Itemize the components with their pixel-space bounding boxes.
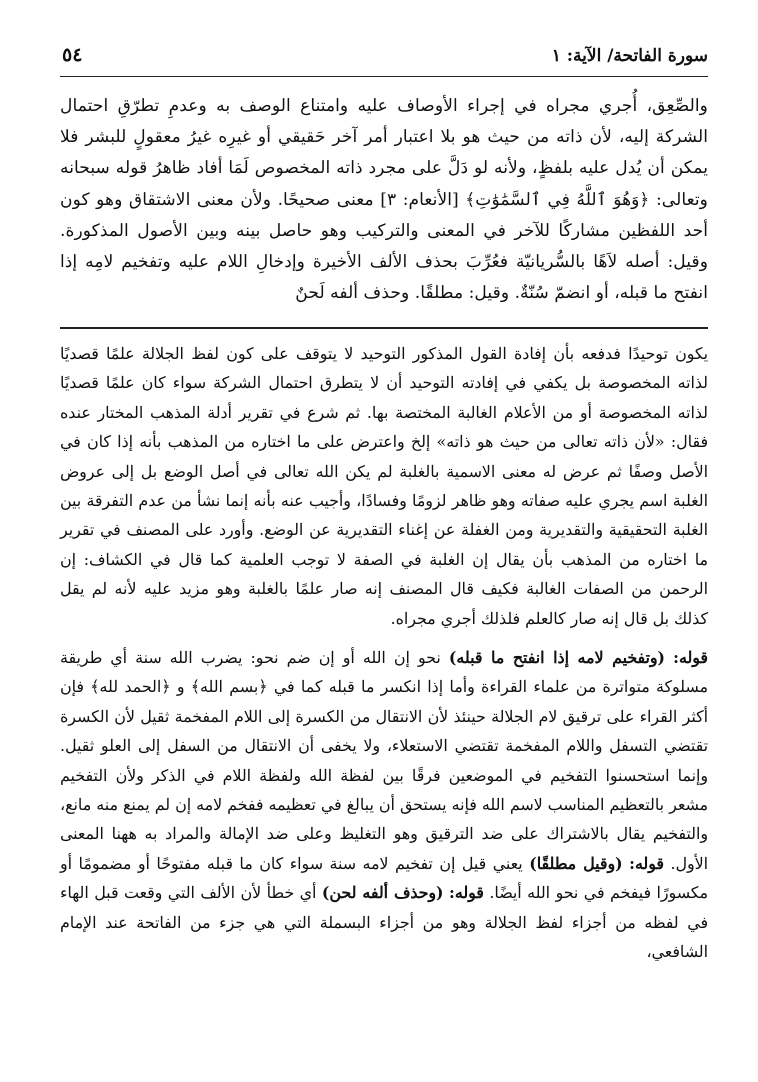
- lemma: (وقيل مطلقًا): [529, 853, 623, 873]
- commentary: [60, 339, 708, 967]
- commentary-quote: «لأن ذاته تعالى من حيث هو ذاته»: [436, 432, 665, 452]
- book-page: [60, 40, 708, 1050]
- quran-verse: ﴿وَهُوَ ٱللَّهُ فِي ٱلسَّمَٰوَٰتِ﴾: [465, 189, 650, 210]
- lemma: (وحذف ألفه لحن): [321, 883, 444, 903]
- commentary-text: إلخ واعترض على ما اختاره من المذهب بأنه إذا كان في الأصل وصفًا ثم عرض له معنى الاسمية بالغلبة لم يكن الله تعالى في أصل الوضع بل إلى عروض الغلبة اسم يجري عليه صفاته وهو ظاهر لزومًا وفسادًا، وأجيب عنه بأنه إنما نشأ من عدم التفرقة بين الغلبة التحقيقية والتقديرية ومن الغفلة عن إغناء التقديرية عن الوضع. وأورد على المصنف في تقرير ما اختاره من المذهب بأن يقال إن الغلبة في الصفة لا توجب العلمية كما قال في الكشاف: إن الرحمن من الصفات الغالبة فكيف قال المصنف إنه صار علمًا بالغلبة وهو مزيد عليه لأنه لم يقل كذلك بل قال إنه صار كالعلم فلذلك أجري مجراه.: [60, 432, 708, 628]
- running-title: سورة الفاتحة/ الآية: ١: [551, 46, 708, 66]
- page-number: ٥٤: [62, 44, 83, 66]
- commentary-paragraph-1: [60, 339, 708, 633]
- main-text-part2: [الأنعام: ٣] معنى صحيحًا. ولأن معنى الاشتقاق وهو كون أحد اللفظين مشاركًا للآخر في المعنى والتركيب وهو حاصل بينه وبين الأصول المذكورة. وقيل: أصله لاَهًا بالسُّريانيّة فعُرِّبَ بحذف الألف الأخيرة وإدخالِ اللام عليه وتفخيم لامِه إذا انفتح ما قبله، أو انضمّ سُنّةٌ. وقيل: مطلقًا. وحذف ألفه لَحنٌ: [60, 189, 708, 304]
- quran-verse: ﴿الحمد لله﴾: [90, 677, 171, 697]
- commentary-text: فإن أكثر القراء على ترقيق لام الجلالة حينئذ لأن الانتقال من الكسرة إلى اللام المفخمة ثقيل لأن الكسرة تقتضي التسفل واللام المفخمة تقتضي الاستعلاء، ولا يخفى أن الانتقال من السفل إلى العلو ثقيل. وإنما استحسنوا التفخيم في الموضعين فرقًا بين لفظة الله ولفظة اللام في الذكر ولأن التفخيم مشعر بالتعظيم المناسب لاسم الله فإنه يستحق أن يبالغ في تعظيمه ففخم لامه إن لم يمنع منه مانع، والتفخيم يقال بالاشتراك على ضد الترقيق وهو التغليظ وعلى ضد الإمالة والمراد به ههنا المعنى الأول.: [60, 677, 709, 873]
- qawluhu-label: قوله:: [449, 883, 484, 903]
- main-text-part1: والصِّعِق، أُجري مجراه في إجراء الأوصاف عليه وامتناع الوصف به وعدمِ تطرّقِ احتمال الشركة إليه، لأن ذاته من حيث هو بلا اعتبار أمر آخر حَقيقي أو غيرِه غيرُ معقولٍ للبشر فلا يمكن أن يُدل عليه بلفظٍ، ولأنه لو دَلَّ على مجرد ذاته المخصوص لَمَا أفاد ظاهرُ قوله سبحانه وتعالى:: [60, 96, 708, 210]
- commentary-paragraph-2: [60, 643, 708, 966]
- commentary-text: و: [176, 677, 185, 697]
- footnote-divider: [60, 327, 708, 329]
- commentary-text: نحو إن الله أو إن ضم نحو: يضرب الله سنة أي طريقة مسلوكة متواترة من علماء القراءة وأما إذا انكسر ما قبله كما في: [60, 647, 708, 697]
- commentary-text: يكون توحيدًا فدفعه بأن إفادة القول المذكور التوحيد لا يتوقف على كون لفظ الجلالة علمًا قصديًا لذاته المخصوصة بل يكفي في إفادته التوحيد أن لا يتطرق احتمال الشركة سواء كان علمًا قصديًا لذاته المخصوصة أو من الأعلام الغالبة المختصة بها. ثم شرع في تقرير أدلة المذهب المختار عنده فقال:: [60, 343, 708, 452]
- qawluhu-label: قوله:: [673, 647, 708, 667]
- page-header: [60, 40, 708, 77]
- commentary-text: يعني قيل إن تفخيم لامه سنة سواء كان ما قبله مفتوحًا أو مضمومًا أو مكسورًا فيفخم في نحو الله أيضًا.: [60, 853, 708, 903]
- qawluhu-label: قوله:: [629, 853, 664, 873]
- lemma: (وتفخيم لامه إذا انفتح ما قبله): [448, 647, 666, 667]
- quran-verse: ﴿بسم الله﴾: [190, 677, 268, 697]
- commentary-text: أي خطأ لأن الألف التي وقعت قبل الهاء في لفظه من أجزاء لفظ الجلالة وهو من أجزاء البسملة التي هي جزء من الفاتحة عند الإمام الشافعي،: [60, 883, 708, 962]
- main-text: [60, 91, 708, 309]
